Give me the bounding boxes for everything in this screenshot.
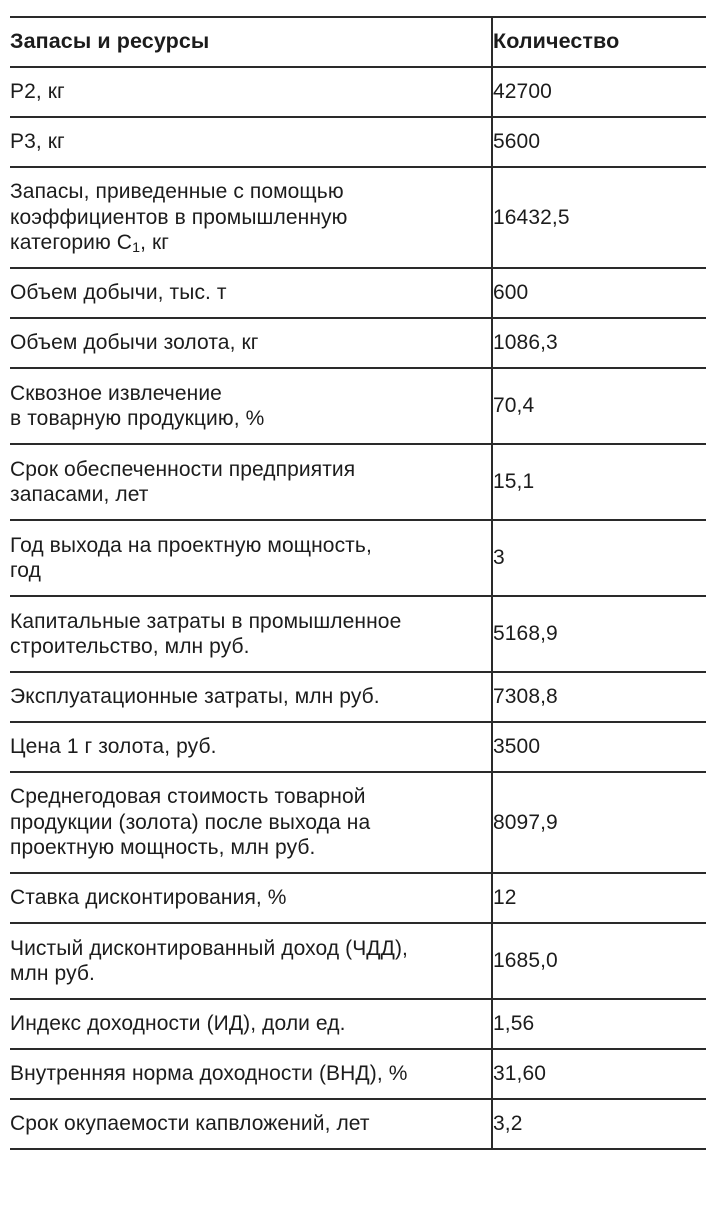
row-value-cell: 3500 [492,722,706,772]
row-parameter-cell [10,117,492,167]
table-body [10,67,706,1149]
table-row [10,672,706,722]
row-parameter-line: строительство, млн руб. [10,635,250,658]
row-parameter-cell [10,67,492,117]
table-row [10,722,706,772]
row-parameter-cell [10,318,492,368]
row-value-cell: 3,2 [492,1099,706,1149]
row-parameter-line: Объем добычи золота, кг [10,331,259,355]
table-header [10,17,706,67]
row-parameter-cell [10,672,492,722]
row-parameter-line: Р2, кг [10,80,65,104]
table-row [10,596,706,672]
row-parameter-line: млн руб. [10,962,95,985]
row-value-cell: 31,60 [492,1049,706,1099]
row-parameter-cell [10,923,492,999]
table-row [10,873,706,923]
row-parameter-cell [10,444,492,520]
row-parameter-line: Сквозное извлечение [10,381,222,405]
table-row [10,1049,706,1099]
row-parameter-line: запасами, лет [10,483,149,506]
row-parameter-cell [10,722,492,772]
row-parameter-cell [10,268,492,318]
row-value-cell: 70,4 [492,368,706,444]
row-parameter-cell [10,772,492,873]
row-value-cell: 5168,9 [492,596,706,672]
table-row [10,999,706,1049]
row-parameter-line: Капитальные затраты в промышленное [10,609,402,633]
row-parameter-cell [10,873,492,923]
row-parameter-line: Эксплуатационные затраты, млн руб. [10,685,380,709]
table-row [10,67,706,117]
row-parameter-line: продукции (золота) после выхода на [10,810,371,834]
row-parameter-line: Ставка дисконтирования, % [10,886,287,910]
row-parameter-cell [10,999,492,1049]
row-parameter-line: Цена 1 г золота, руб. [10,735,217,759]
row-value-cell: 3 [492,520,706,596]
table-row [10,318,706,368]
table-container [10,16,706,1150]
table-row [10,520,706,596]
row-value-cell: 15,1 [492,444,706,520]
row-parameter-line: Внутренняя норма доходности (ВНД), % [10,1062,408,1086]
row-parameter-line: год [10,559,41,582]
table-row [10,167,706,268]
table-row [10,444,706,520]
row-parameter-cell [10,368,492,444]
row-parameter-line: проектную мощность, млн руб. [10,836,316,860]
row-value-cell: 1,56 [492,999,706,1049]
row-parameter-line: Р3, кг [10,130,65,154]
row-value-cell: 600 [492,268,706,318]
table-row [10,268,706,318]
row-value-cell: 5600 [492,117,706,167]
row-parameter-line: Объем добычи, тыс. т [10,281,227,305]
row-parameter-line: в товарную продукцию, % [10,407,265,430]
table-header-row [10,17,706,67]
table-row [10,923,706,999]
row-value-cell: 1685,0 [492,923,706,999]
row-parameter-cell [10,1049,492,1099]
row-parameter-line: Срок обеспеченности предприятия [10,457,356,481]
row-value-cell: 7308,8 [492,672,706,722]
row-value-cell: 42700 [492,67,706,117]
row-parameter-cell [10,167,492,268]
row-parameter-cell [10,520,492,596]
row-value-cell: 8097,9 [492,772,706,873]
row-parameter-line: Срок окупаемости капвложений, лет [10,1112,370,1136]
column-header-parameter: Запасы и ресурсы [10,29,210,54]
row-parameter-cell [10,1099,492,1149]
column-header-quantity: Количество [492,17,706,67]
table-row [10,1099,706,1149]
reserves-and-resources-table [10,16,706,1150]
row-parameter-line: Чистый дисконтированный доход (ЧДД), [10,936,408,960]
row-value-cell: 12 [492,873,706,923]
table-row [10,368,706,444]
row-parameter-cell [10,596,492,672]
row-parameter-line: Среднегодовая стоимость товарной [10,785,366,809]
row-parameter-line: Запасы, приведенные с помощью [10,180,344,204]
row-parameter-line: Индекс доходности (ИД), доли ед. [10,1012,346,1036]
table-row [10,117,706,167]
row-parameter-line: Год выхода на проектную мощность, [10,533,372,557]
row-value-cell: 1086,3 [492,318,706,368]
table-row [10,772,706,873]
row-value-cell: 16432,5 [492,167,706,268]
row-parameter-line: категорию $С_1$, кг [10,231,170,257]
row-parameter-line: коэффициентов в промышленную [10,205,348,229]
